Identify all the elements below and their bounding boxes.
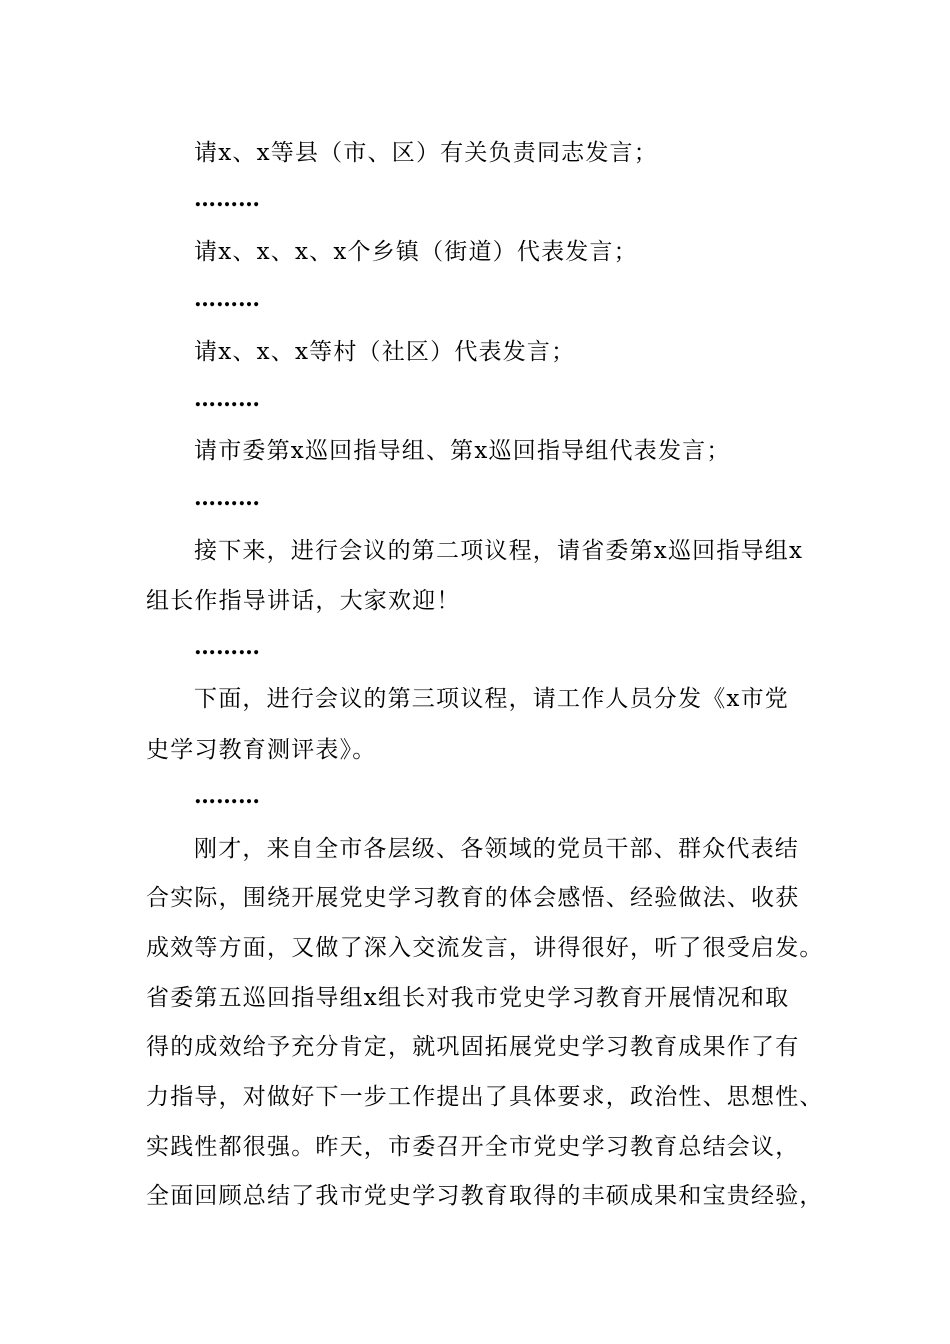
paragraph-line: 请x、x、x、x个乡镇（街道）代表发言；: [194, 239, 638, 265]
paragraph-line: 刚才，来自全市各层级、各领域的党员干部、群众代表结: [194, 836, 799, 862]
ellipsis-line: ………: [194, 386, 260, 412]
paragraph-line: 全面回顾总结了我市党史学习教育取得的丰硕成果和宝贵经验，: [146, 1183, 824, 1209]
paragraph-line: 合实际，围绕开展党史学习教育的体会感悟、经验做法、收获: [146, 885, 800, 911]
paragraph-line: 请x、x等县（市、区）有关负责同志发言；: [194, 140, 658, 166]
paragraph-line: 史学习教育测评表》。: [146, 737, 377, 763]
ellipsis-line: ………: [194, 634, 260, 660]
ellipsis-line: ………: [194, 186, 260, 212]
paragraph-line: 得的成效给予充分肯定，就巩固拓展党史学习教育成果作了有: [146, 1034, 800, 1060]
paragraph-line: 力指导，对做好下一步工作提出了具体要求，政治性、思想性、: [146, 1084, 824, 1110]
paragraph-line: 请x、x、x等村（社区）代表发言；: [194, 339, 576, 365]
paragraph-line: 省委第五巡回指导组x组长对我市党史学习教育开展情况和取: [146, 985, 790, 1011]
ellipsis-line: ………: [194, 783, 260, 809]
paragraph-line: 接下来，进行会议的第二项议程，请省委第x巡回指导组x: [194, 538, 804, 564]
paragraph-line: 实践性都很强。昨天，市委召开全市党史学习教育总结会议，: [146, 1134, 800, 1160]
ellipsis-line: ………: [194, 286, 260, 312]
ellipsis-line: ………: [194, 485, 260, 511]
paragraph-line: 成效等方面，又做了深入交流发言，讲得很好，听了很受启发。: [146, 935, 824, 961]
paragraph-line: 下面，进行会议的第三项议程，请工作人员分发《x市党: [194, 686, 789, 712]
paragraph-line: 组长作指导讲话，大家欢迎！: [146, 588, 461, 614]
paragraph-line: 请市委第x巡回指导组、第x巡回指导组代表发言；: [194, 438, 731, 464]
